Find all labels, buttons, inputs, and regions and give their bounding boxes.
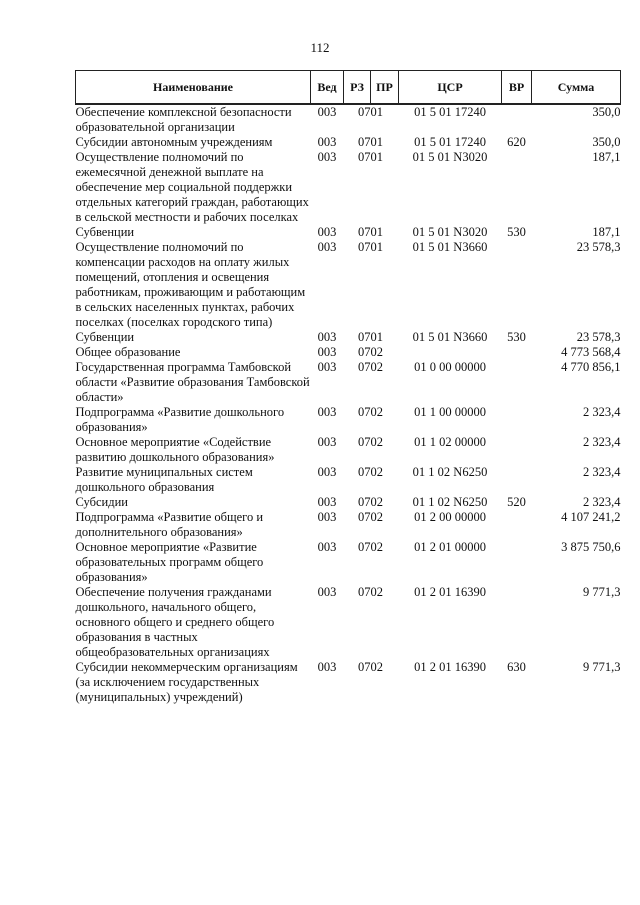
table-row [76, 150, 621, 225]
header-name: Наименование [76, 71, 311, 105]
table-row [76, 435, 621, 465]
row-name: Подпрограмма «Развитие дошкольного образования» [75, 405, 285, 434]
row-pr: 02 [370, 660, 383, 674]
table-header-row [76, 71, 621, 105]
row-ved: 003 [317, 240, 337, 254]
row-pr: 02 [370, 360, 383, 374]
row-vr [502, 540, 532, 585]
row-name: Государственная программа Тамбовской области «Развитие образования Тамбовской области» [75, 360, 310, 404]
row-csr: 01 2 01 16390 [414, 585, 486, 599]
row-rz: 07 [358, 660, 371, 674]
row-ved: 003 [317, 660, 337, 674]
row-pr: 02 [370, 435, 383, 449]
row-rz: 07 [358, 360, 371, 374]
table-row [76, 360, 621, 405]
row-csr: 01 5 01 17240 [414, 105, 486, 119]
row-csr: 01 1 02 N6250 [412, 465, 488, 479]
row-name: Основное мероприятие «Развитие образовательных программ общего образования» [75, 540, 264, 584]
row-rz: 07 [358, 585, 371, 599]
row-sum: 187,1 [592, 150, 621, 164]
row-sum: 187,1 [592, 225, 621, 239]
row-rz: 07 [358, 135, 371, 149]
row-rz: 07 [358, 330, 371, 344]
row-ved: 003 [317, 330, 337, 344]
row-sum: 4 770 856,1 [561, 360, 621, 374]
row-csr: 01 5 01 N3660 [412, 240, 488, 254]
row-ved: 003 [317, 150, 337, 164]
row-csr [399, 345, 502, 360]
row-name: Развитие муниципальных систем дошкольного образования [75, 465, 253, 494]
row-rz: 07 [358, 345, 371, 359]
row-csr: 01 2 00 00000 [414, 510, 486, 524]
row-name: Обеспечение комплексной безопасности образовательной организации [75, 105, 292, 134]
row-ved: 003 [317, 435, 337, 449]
row-name: Общее образование [75, 345, 181, 359]
row-pr: 02 [370, 540, 383, 554]
row-name: Осуществление полномочий по ежемесячной денежной выплате на обеспечение мер социальной поддержки отдельных категорий граждан, работающих в сельской местности и рабочих поселках [75, 150, 309, 224]
row-csr: 01 1 02 00000 [414, 435, 486, 449]
table-row [76, 585, 621, 660]
row-rz: 07 [358, 225, 371, 239]
row-ved: 003 [317, 585, 337, 599]
table-row [76, 330, 621, 345]
table-body [76, 104, 621, 705]
row-vr: 630 [507, 660, 526, 674]
row-rz: 07 [358, 540, 371, 554]
row-vr [502, 360, 532, 405]
row-name: Субсидии автономным учреждениям [75, 135, 273, 149]
row-pr: 02 [370, 585, 383, 599]
table-row [76, 104, 621, 135]
table-row [76, 405, 621, 435]
row-vr [502, 405, 532, 435]
row-csr: 01 2 01 00000 [414, 540, 486, 554]
budget-table [75, 70, 621, 705]
row-sum: 2 323,4 [583, 465, 621, 479]
row-rz: 07 [358, 510, 371, 524]
row-name: Субвенции [75, 225, 135, 239]
header-rz: РЗ [344, 71, 371, 105]
row-pr: 01 [370, 240, 383, 254]
row-pr: 01 [370, 150, 383, 164]
row-vr [502, 510, 532, 540]
row-vr [502, 150, 532, 225]
row-sum: 350,0 [592, 135, 621, 149]
row-csr: 01 5 01 N3020 [412, 150, 488, 164]
row-pr: 02 [370, 465, 383, 479]
row-name: Субсидии [75, 495, 128, 509]
row-sum: 2 323,4 [583, 495, 621, 509]
row-sum: 23 578,3 [576, 240, 621, 254]
header-vr: ВР [502, 71, 532, 105]
row-name: Осуществление полномочий по компенсации расходов на оплату жилых помещений, отопления и освещения работникам, проживающим и работающим в сельских населенных пунктах, рабочих поселках (поселках городского типа) [75, 240, 306, 329]
header-ved: Вед [311, 71, 344, 105]
table-row [76, 135, 621, 150]
row-rz: 07 [358, 465, 371, 479]
row-vr [502, 435, 532, 465]
row-pr: 02 [370, 405, 383, 419]
row-ved: 003 [317, 360, 337, 374]
row-name: Субсидии некоммерческим организациям (за исключением государственных (муниципальных) учреждений) [75, 660, 298, 704]
row-sum: 23 578,3 [576, 330, 621, 344]
row-name: Основное мероприятие «Содействие развитию дошкольного образования» [75, 435, 275, 464]
row-csr: 01 5 01 17240 [414, 135, 486, 149]
row-csr: 01 5 01 N3020 [412, 225, 488, 239]
row-ved: 003 [317, 345, 337, 359]
row-rz: 07 [358, 105, 371, 119]
row-vr: 520 [507, 495, 526, 509]
row-sum: 350,0 [592, 105, 621, 119]
row-vr [502, 465, 532, 495]
row-sum: 2 323,4 [583, 405, 621, 419]
row-rz: 07 [358, 150, 371, 164]
table-row [76, 345, 621, 360]
row-vr [502, 104, 532, 135]
header-csr: ЦСР [399, 71, 502, 105]
row-csr: 01 0 00 00000 [414, 360, 486, 374]
row-csr: 01 2 01 16390 [414, 660, 486, 674]
row-vr [502, 585, 532, 660]
row-pr: 01 [370, 225, 383, 239]
row-vr: 530 [507, 330, 526, 344]
row-vr [502, 240, 532, 330]
row-ved: 003 [317, 540, 337, 554]
row-csr: 01 1 02 N6250 [412, 495, 488, 509]
header-pr: ПР [371, 71, 399, 105]
row-sum: 9 771,3 [583, 660, 621, 674]
row-ved: 003 [317, 405, 337, 419]
table-row [76, 540, 621, 585]
row-pr: 01 [370, 135, 383, 149]
table-row [76, 510, 621, 540]
row-csr: 01 1 00 00000 [414, 405, 486, 419]
row-name: Подпрограмма «Развитие общего и дополнительного образования» [75, 510, 264, 539]
row-pr: 01 [370, 330, 383, 344]
row-rz: 07 [358, 240, 371, 254]
row-ved: 003 [317, 495, 337, 509]
row-csr: 01 5 01 N3660 [412, 330, 488, 344]
row-name: Обеспечение получения гражданами дошкольного, начального общего, основного общего и среднего общего образования в частных общеобразовательных организациях [75, 585, 275, 659]
page-number: 112 [310, 40, 330, 55]
row-sum: 4 107 241,2 [561, 510, 621, 524]
row-ved: 003 [317, 105, 337, 119]
table-row [76, 660, 621, 705]
row-vr [502, 345, 532, 360]
table-row [76, 465, 621, 495]
row-pr: 02 [370, 510, 383, 524]
row-pr: 01 [370, 105, 383, 119]
row-sum: 3 875 750,6 [561, 540, 621, 554]
row-sum: 9 771,3 [583, 585, 621, 599]
row-ved: 003 [317, 465, 337, 479]
row-vr: 620 [507, 135, 526, 149]
row-sum: 2 323,4 [583, 435, 621, 449]
row-rz: 07 [358, 435, 371, 449]
table-row [76, 240, 621, 330]
row-rz: 07 [358, 495, 371, 509]
row-ved: 003 [317, 225, 337, 239]
header-sum: Сумма [532, 71, 621, 105]
table-row [76, 225, 621, 240]
row-ved: 003 [317, 510, 337, 524]
row-name: Субвенции [75, 330, 135, 344]
row-ved: 003 [317, 135, 337, 149]
table-row [76, 495, 621, 510]
row-pr: 02 [370, 495, 383, 509]
row-sum: 4 773 568,4 [561, 345, 621, 359]
row-pr: 02 [370, 345, 383, 359]
row-vr: 530 [507, 225, 526, 239]
row-rz: 07 [358, 405, 371, 419]
